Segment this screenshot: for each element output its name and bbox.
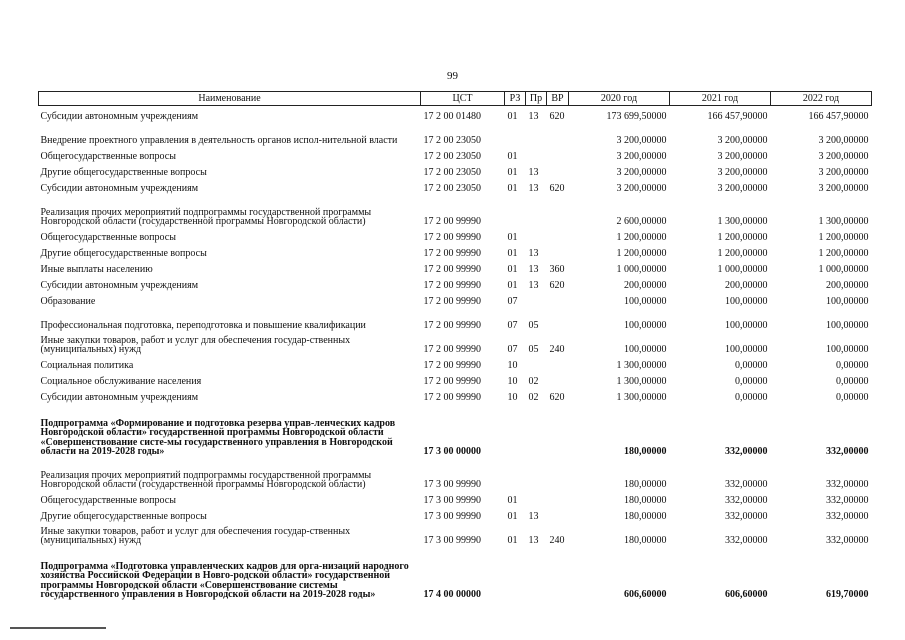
cell-vr [547, 227, 569, 243]
cell-rz: 01 [507, 535, 518, 546]
cell-pr: 13 [528, 280, 539, 291]
header-rz: РЗ [505, 92, 526, 106]
cell-2020: 3 200,00000 [616, 167, 667, 178]
cell-cst: 17 2 00 99990 [423, 320, 481, 331]
cell-vr: 360 [549, 264, 565, 275]
cell-pr [526, 457, 547, 490]
cell-pr: 13 [528, 264, 539, 275]
cell-name: Субсидии автономным учреждениям [40, 111, 199, 122]
cell-2021: 166 457,90000 [707, 111, 768, 122]
cell-vr: 620 [549, 392, 565, 403]
cell-rz: 01 [507, 248, 518, 259]
cell-2020: 180,00000 [624, 495, 667, 506]
page-number: 99 [447, 70, 458, 82]
cell-cst: 17 2 00 23050 [423, 135, 481, 146]
cell-rz: 01 [507, 511, 518, 522]
header-name: Наименование [39, 92, 421, 106]
cell-2022: 332,00000 [826, 446, 869, 457]
cell-pr: 13 [528, 167, 539, 178]
cell-name: Подпрограмма «Формирование и подготовка резерва управ-ленческих кадров Новгородской области» государственной программы Новгородской области «Совершенствование систе-мы государственного управления в Новгородской области на 2019-2028 годы» [40, 417, 396, 457]
cell-2021: 3 200,00000 [717, 135, 768, 146]
cell-cst: 17 2 00 99990 [423, 296, 481, 307]
cell-2022: 100,00000 [826, 320, 869, 331]
cell-2020: 2 600,00000 [616, 216, 667, 227]
header-pr: Пр [526, 92, 547, 106]
cell-name: Общегосударственные вопросы [40, 232, 176, 243]
table-row [39, 387, 872, 403]
cell-vr [547, 457, 569, 490]
cell-rz: 01 [507, 232, 518, 243]
cell-2020: 180,00000 [624, 446, 667, 457]
cell-2021: 3 200,00000 [717, 151, 768, 162]
table-row [39, 307, 872, 331]
table-row [39, 146, 872, 162]
cell-2022: 1 000,00000 [818, 264, 869, 275]
cell-2020: 200,00000 [624, 280, 667, 291]
cell-cst: 17 2 00 99990 [423, 264, 481, 275]
cell-2020: 100,00000 [624, 344, 667, 355]
cell-2021: 100,00000 [725, 296, 768, 307]
table-row [39, 331, 872, 355]
cell-vr [547, 403, 569, 457]
cell-vr [547, 194, 569, 227]
cell-2022: 332,00000 [826, 495, 869, 506]
cell-2021: 100,00000 [725, 344, 768, 355]
cell-rz: 01 [507, 167, 518, 178]
cell-vr [547, 291, 569, 307]
cell-rz: 01 [507, 151, 518, 162]
cell-vr [547, 355, 569, 371]
cell-2021: 0,00000 [735, 392, 768, 403]
cell-name: Реализация прочих мероприятий подпрограммы государственной программы Новгородской области (государственной программы Новгородской области) [40, 469, 372, 490]
table-row [39, 106, 872, 123]
table-row [39, 490, 872, 506]
cell-name: Иные выплаты населению [40, 264, 153, 275]
cell-pr: 02 [528, 392, 539, 403]
cell-pr [526, 546, 547, 600]
cell-name: Иные закупки товаров, работ и услуг для обеспечения государ-ственных (муниципальных) нужд [40, 334, 351, 355]
cell-2021: 332,00000 [725, 535, 768, 546]
cell-2021: 1 300,00000 [717, 216, 768, 227]
cell-pr: 05 [528, 344, 539, 355]
cell-2020: 1 300,00000 [616, 376, 667, 387]
cell-name: Другие общегосударственные вопросы [40, 248, 207, 259]
cell-cst: 17 2 00 99990 [423, 344, 481, 355]
cell-2021: 1 000,00000 [717, 264, 768, 275]
cell-name: Внедрение проектного управления в деятельность органов испол-нительной власти [40, 135, 398, 146]
table-row [39, 291, 872, 307]
cell-name: Подпрограмма «Подготовка управленческих кадров для орга-низаций народного хозяйства Российской Федерации в Новго-родской области» государственной программы Новгородской области «Совершенствование системы государственного управления в Новгородской области на 2019-2028 годы» [40, 560, 409, 600]
cell-2022: 332,00000 [826, 511, 869, 522]
table-row [39, 457, 872, 490]
cell-2020: 3 200,00000 [616, 135, 667, 146]
cell-pr: 05 [528, 320, 539, 331]
cell-2021: 100,00000 [725, 320, 768, 331]
table-row [39, 259, 872, 275]
cell-pr: 13 [528, 535, 539, 546]
table-row [39, 506, 872, 522]
cell-2021: 332,00000 [725, 446, 768, 457]
cell-cst: 17 2 00 01480 [423, 111, 481, 122]
header-vr: ВР [547, 92, 569, 106]
cell-2020: 100,00000 [624, 296, 667, 307]
cell-cst: 17 3 00 99990 [423, 479, 481, 490]
header-2020: 2020 год [569, 92, 670, 106]
cell-name: Общегосударственные вопросы [40, 495, 176, 506]
table-header-row [39, 92, 872, 106]
cell-name: Другие общегосударственные вопросы [40, 511, 207, 522]
cell-2021: 3 200,00000 [717, 183, 768, 194]
cell-2020: 1 000,00000 [616, 264, 667, 275]
table-row [39, 122, 872, 146]
header-2021: 2021 год [670, 92, 771, 106]
table-row [39, 243, 872, 259]
cell-2022: 3 200,00000 [818, 167, 869, 178]
cell-cst: 17 2 00 23050 [423, 167, 481, 178]
cell-2022: 0,00000 [836, 392, 869, 403]
cell-vr: 620 [549, 280, 565, 291]
table-row [39, 546, 872, 600]
cell-rz: 10 [507, 392, 518, 403]
cell-2021: 1 200,00000 [717, 248, 768, 259]
cell-2022: 332,00000 [826, 479, 869, 490]
cell-cst: 17 3 00 99990 [423, 495, 481, 506]
cell-rz: 10 [507, 360, 518, 371]
cell-cst: 17 2 00 99990 [423, 232, 481, 243]
cell-name: Социальная политика [40, 360, 134, 371]
cell-2020: 606,60000 [624, 589, 667, 600]
cell-2022: 1 200,00000 [818, 248, 869, 259]
cell-cst: 17 2 00 99990 [423, 392, 481, 403]
cell-2020: 1 300,00000 [616, 360, 667, 371]
cell-cst: 17 3 00 00000 [423, 446, 481, 457]
cell-name: Общегосударственные вопросы [40, 151, 176, 162]
cell-name: Субсидии автономным учреждениям [40, 280, 199, 291]
cell-2021: 606,60000 [725, 589, 768, 600]
table-row [39, 355, 872, 371]
cell-cst: 17 3 00 99990 [423, 511, 481, 522]
cell-2022: 332,00000 [826, 535, 869, 546]
cell-2020: 1 200,00000 [616, 248, 667, 259]
cell-2020: 3 200,00000 [616, 151, 667, 162]
cell-cst: 17 2 00 23050 [423, 151, 481, 162]
cell-2021: 0,00000 [735, 360, 768, 371]
table-row [39, 194, 872, 227]
cell-2020: 180,00000 [624, 511, 667, 522]
table-row [39, 403, 872, 457]
cell-pr [526, 403, 547, 457]
cell-cst: 17 3 00 99990 [423, 535, 481, 546]
cell-2020: 1 300,00000 [616, 392, 667, 403]
cell-2020: 3 200,00000 [616, 183, 667, 194]
cell-2022: 166 457,90000 [808, 111, 869, 122]
cell-2021: 1 200,00000 [717, 232, 768, 243]
cell-vr [547, 506, 569, 522]
cell-pr: 13 [528, 111, 539, 122]
cell-pr [526, 194, 547, 227]
cell-2021: 332,00000 [725, 479, 768, 490]
cell-2021: 332,00000 [725, 511, 768, 522]
table-row [39, 522, 872, 546]
cell-name: Образование [40, 296, 96, 307]
cell-vr [547, 146, 569, 162]
cell-2020: 1 200,00000 [616, 232, 667, 243]
cell-cst: 17 2 00 99990 [423, 360, 481, 371]
cell-rz [505, 122, 526, 146]
cell-cst: 17 2 00 99990 [423, 216, 481, 227]
table-row [39, 371, 872, 387]
cell-rz [505, 546, 526, 600]
cell-2022: 1 200,00000 [818, 232, 869, 243]
cell-2022: 0,00000 [836, 360, 869, 371]
cell-vr [547, 371, 569, 387]
cell-2021: 3 200,00000 [717, 167, 768, 178]
cell-pr: 13 [528, 248, 539, 259]
cell-rz: 07 [507, 296, 518, 307]
cell-rz: 01 [507, 183, 518, 194]
cell-vr: 620 [549, 111, 565, 122]
cell-2021: 0,00000 [735, 376, 768, 387]
cell-pr [526, 227, 547, 243]
cell-pr [526, 122, 547, 146]
cell-vr [547, 546, 569, 600]
cell-rz: 01 [507, 264, 518, 275]
cell-rz: 01 [507, 111, 518, 122]
cell-name: Социальное обслуживание населения [40, 376, 202, 387]
header-2022: 2022 год [771, 92, 872, 106]
table-row [39, 275, 872, 291]
cell-2022: 100,00000 [826, 296, 869, 307]
cell-2022: 100,00000 [826, 344, 869, 355]
cell-rz [505, 457, 526, 490]
cell-pr: 13 [528, 183, 539, 194]
header-cst: ЦСТ [421, 92, 505, 106]
cell-2022: 3 200,00000 [818, 183, 869, 194]
cell-2020: 100,00000 [624, 320, 667, 331]
cell-rz: 07 [507, 320, 518, 331]
cell-pr: 02 [528, 376, 539, 387]
cell-2020: 180,00000 [624, 479, 667, 490]
cell-cst: 17 2 00 23050 [423, 183, 481, 194]
cell-rz: 01 [507, 280, 518, 291]
cell-vr: 620 [549, 183, 565, 194]
cell-pr [526, 490, 547, 506]
cell-rz [505, 403, 526, 457]
cell-2022: 3 200,00000 [818, 151, 869, 162]
cell-pr [526, 355, 547, 371]
cell-2022: 3 200,00000 [818, 135, 869, 146]
table-row [39, 227, 872, 243]
cell-2020: 173 699,50000 [606, 111, 667, 122]
cell-2022: 0,00000 [836, 376, 869, 387]
cell-cst: 17 2 00 99990 [423, 280, 481, 291]
cell-vr [547, 490, 569, 506]
cell-pr: 13 [528, 511, 539, 522]
cell-name: Другие общегосударственные вопросы [40, 167, 207, 178]
cell-name: Субсидии автономным учреждениям [40, 183, 199, 194]
cell-rz: 01 [507, 495, 518, 506]
budget-table [38, 91, 872, 600]
footer-rule [10, 627, 106, 629]
cell-cst: 17 4 00 00000 [423, 589, 481, 600]
cell-name: Иные закупки товаров, работ и услуг для обеспечения государ-ственных (муниципальных) нужд [40, 525, 351, 546]
cell-rz: 10 [507, 376, 518, 387]
cell-name: Профессиональная подготовка, переподготовка и повышение квалификации [40, 320, 366, 331]
cell-vr: 240 [549, 344, 565, 355]
cell-2022: 619,70000 [826, 589, 869, 600]
cell-vr: 240 [549, 535, 565, 546]
cell-pr [526, 291, 547, 307]
cell-vr [547, 162, 569, 178]
cell-rz [505, 194, 526, 227]
table-row [39, 178, 872, 194]
cell-2022: 200,00000 [826, 280, 869, 291]
cell-rz: 07 [507, 344, 518, 355]
table-row [39, 162, 872, 178]
cell-2020: 180,00000 [624, 535, 667, 546]
cell-vr [547, 307, 569, 331]
cell-vr [547, 122, 569, 146]
cell-vr [547, 243, 569, 259]
cell-cst: 17 2 00 99990 [423, 376, 481, 387]
cell-2021: 200,00000 [725, 280, 768, 291]
table-body [39, 106, 872, 601]
cell-name: Реализация прочих мероприятий подпрограммы государственной программы Новгородской области (государственной программы Новгородской области) [40, 206, 372, 227]
cell-2022: 1 300,00000 [818, 216, 869, 227]
cell-cst: 17 2 00 99990 [423, 248, 481, 259]
cell-name: Субсидии автономным учреждениям [40, 392, 199, 403]
cell-pr [526, 146, 547, 162]
cell-2021: 332,00000 [725, 495, 768, 506]
